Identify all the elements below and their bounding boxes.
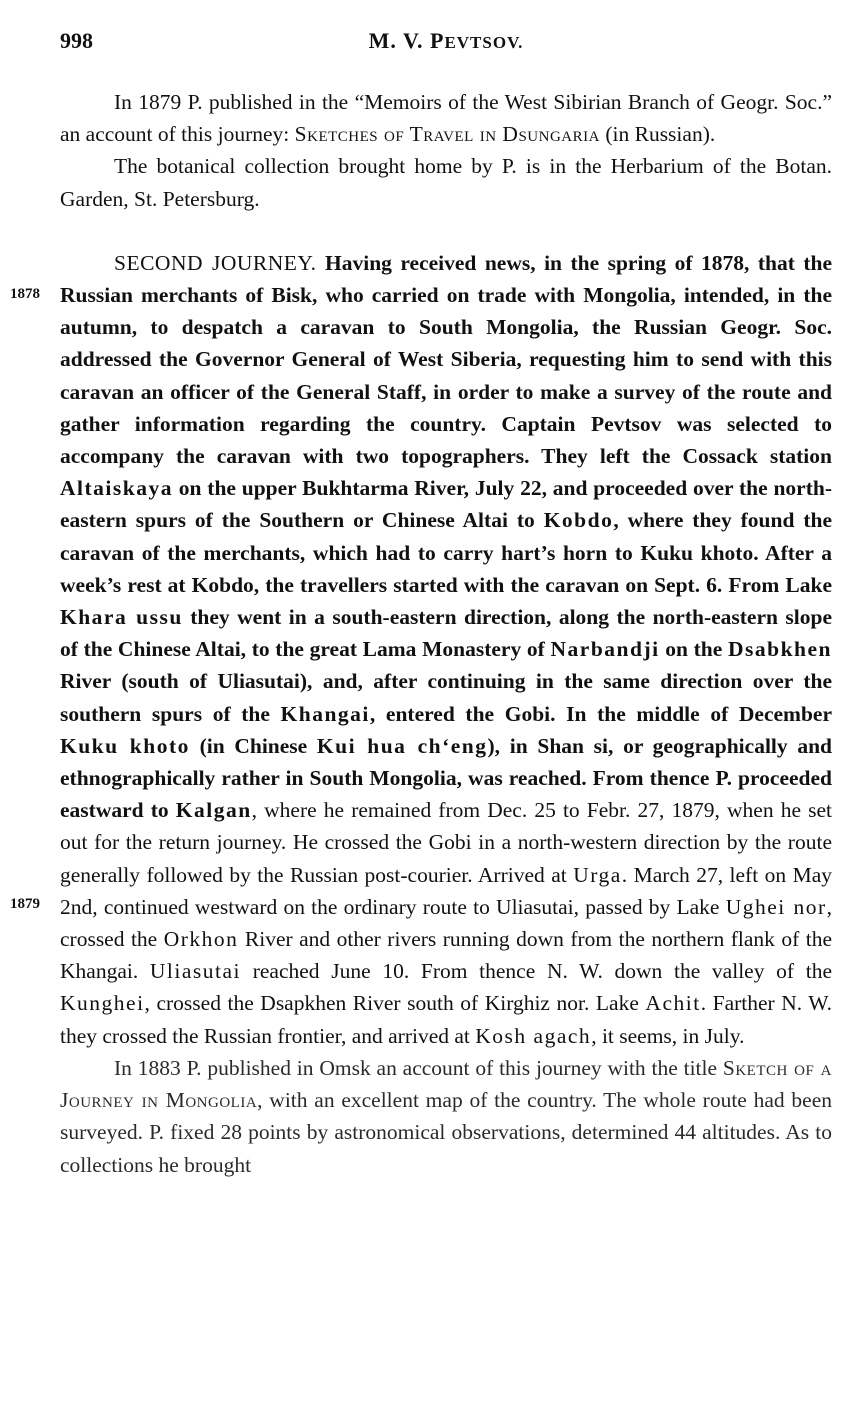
paragraph-botanical (60, 150, 832, 214)
text-run: on the (659, 637, 728, 662)
text-run: on the upper Bukhtarma River, July 22, and proceeded over the north-eastern spurs of the Southern or Chinese Altai to (60, 476, 832, 533)
text-run: , where he remained from Dec. 25 to Febr. 27, 1879, when he set out for the return journey. He crossed the Gobi in a north-western direction by the route generally followed by the Russian post-courier. Arrived at (60, 798, 832, 887)
place-name: Narbandji (550, 637, 660, 662)
page-number: 998 (60, 28, 93, 53)
book-title-dsungaria: Sketches of Travel in Dsungaria (294, 122, 600, 147)
place-name: Kosh agach (475, 1023, 592, 1048)
text-run: . Farther N. W. they crossed the Russian frontier, and arrived at (60, 991, 832, 1048)
page-header (60, 28, 832, 62)
place-name: Altaiskaya (60, 476, 173, 501)
running-head-initials: M. V. P (368, 28, 445, 53)
text-run: River (south of Uliasutai), and, after continuing in the same direction over the southern spurs of the (60, 669, 832, 726)
place-name: Dsabkhen (727, 637, 832, 662)
place-name: Kui hua ch‘eng (316, 733, 488, 758)
place-name: Achit (645, 991, 701, 1016)
running-head (60, 28, 832, 54)
text-run: , entered the Gobi. In the middle of December (369, 701, 832, 726)
text-run: In 1883 P. published in Omsk an account of this journey with the title (114, 1055, 723, 1080)
place-name: Uliasutai (149, 959, 242, 984)
text-run: (in Chinese (189, 733, 317, 758)
place-name: Khara ussu (60, 605, 183, 630)
margin-year-1879: 1879 (10, 896, 40, 912)
place-name: Urga (573, 862, 622, 887)
text-run: , with an excellent map of the country. The whole route had been surveyed. P. fixed 28 points by astronomical observations, determined 44 altitudes. As to collections he brought (60, 1088, 832, 1177)
text-run: they went in a south-eastern direction, along the north-eastern slope of the Chinese Altai, to the great Lama Monastery of (60, 605, 832, 662)
text-run: The botanical collection brought home by P. is in the Herbarium of the Botan. Garden, St. Petersburg. (60, 154, 832, 211)
paragraph-gap (60, 215, 832, 247)
place-name: Kunghei (60, 991, 145, 1016)
place-name: Khangai (280, 701, 370, 726)
paragraph-omsk-publication (60, 1052, 832, 1181)
margin-year-1878: 1878 (10, 286, 40, 302)
book-title-mongolia: Sketch of a Journey in Mongolia (60, 1055, 832, 1113)
place-name: Kuku khoto (60, 733, 190, 758)
text-run: , it seems, in July. (591, 1023, 745, 1048)
text-run: , crossed the (60, 894, 832, 952)
text-run: ), in Shan si, or geographically and ethnographically rather in South Mongolia, was reached. From thence P. proceeded eastward to (60, 733, 832, 823)
text-run: River and other rivers running down from the northern flank of the Khangai. (60, 927, 833, 984)
text-run: reached June 10. From thence N. W. down the valley of the (241, 959, 833, 984)
text-run: , crossed the Dsapkhen River south of Kirghiz nor. Lake (144, 991, 646, 1016)
running-head-caps: EVTSOV. (444, 33, 524, 52)
place-name: Kalgan (175, 798, 252, 823)
text-run: , where they found the caravan of the merchants, which had to carry hart’s horn to Kuku khoto. After a week’s rest at Kobdo, the travellers started with the caravan on Sept. 6. From Lake (60, 508, 832, 597)
text-run: In 1879 P. published in the “Memoirs of the West Sibirian Branch of Geogr. Soc.” an account of this journey: (60, 90, 832, 147)
text-run: (in Russian). (599, 122, 716, 147)
section-heading: SECOND JOURNEY. (114, 250, 317, 275)
paragraph-second-journey (60, 247, 832, 1052)
body-text (60, 86, 832, 1181)
paragraph-memoirs (60, 86, 832, 150)
text-run: Having received news, in the spring of 1878, that the Russian merchants of Bisk, who carried on trade with Mongolia, intended, in the autumn, to despatch a caravan to South Mongolia, the Russian Geogr. Soc. addressed the Governor General of West Siberia, requesting him to send with this caravan an officer of the General Staff, in order to make a survey of the route and gather information regarding the country. Captain Pevtsov was selected to accompany the caravan with two topographers. They left the Cossack station (60, 250, 832, 469)
place-name: Orkhon (163, 927, 239, 952)
text-run: . March 27, left on May 2nd, continued westward on the ordinary route to Uliasutai, passed by Lake (60, 862, 833, 919)
place-name: Kobdo (543, 508, 614, 533)
place-name: Ughei nor (725, 894, 827, 919)
